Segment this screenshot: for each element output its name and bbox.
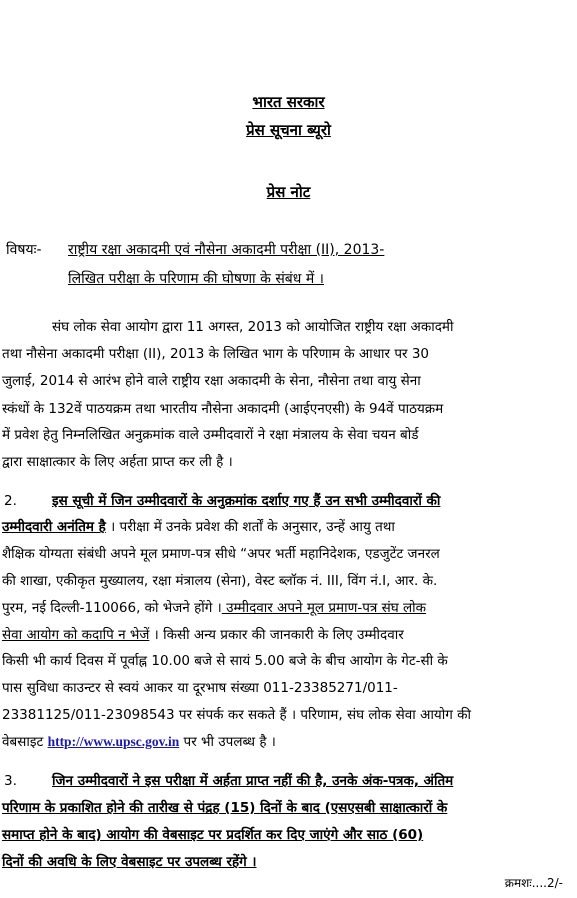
para1-line: संघ लोक सेवा आयोग द्वारा 11 अगस्त, 2013 को आयोजित राष्ट्रीय रक्षा अकादमी <box>52 319 454 335</box>
subject-label: विषयः- <box>6 242 42 258</box>
para2-line-2: उम्मीदवारी अनंतिम है । परीक्षा में उनके प्रवेश की शर्तों के अनुसार, उन्हें आयु तथा <box>2 519 395 535</box>
para2-line-1: इस सूची में जिन उम्मीदवारों के अनुक्रमांक दर्शाए गए हैं उन सभी उम्मीदवारों की <box>52 493 441 509</box>
para1-line: जुलाई, 2014 से आरंभ होने वाले राष्ट्रीय रक्षा अकादमी के सेना, नौसेना तथा वायु सेना <box>2 373 421 389</box>
para1-line: तथा नौसेना अकादमी परीक्षा (II), 2013 के लिखित भाग के परिणाम के आधार पर 30 <box>2 346 429 362</box>
header-line-2: प्रेस सूचना ब्यूरो <box>246 121 331 139</box>
para3-number: 3. <box>4 773 17 789</box>
subject-line-1: राष्ट्रीय रक्षा अकादमी एवं नौसेना अकादमी परीक्षा (II), 2013- <box>68 242 385 258</box>
upsc-website-link[interactable]: http://www.upsc.gov.in <box>47 734 180 749</box>
para3-line-4: दिनों की अवधि के लिए वेबसाइट पर उपलब्ध रहेंगे । <box>2 854 257 870</box>
para2-line-3: शैक्षिक योग्यता संबंधी अपने मूल प्रमाण-पत्र सीधे “अपर भर्ती महानिदेशक, एडजुटेंट जनरल <box>2 546 440 562</box>
para2-line-6: सेवा आयोग को कदापि न भेजें । किसी अन्य प्रकार की जानकारी के लिए उम्मीदवार <box>2 627 404 643</box>
para1-line: में प्रवेश हेतु निम्नलिखित अनुक्रमांक वाले उम्मीदवारों ने रक्षा मंत्रालय के सेवा चयन बोर्ड <box>2 427 419 443</box>
continued-marker: क्रमशः....2/- <box>504 876 563 890</box>
para3-line-2: परिणाम के प्रकाशित होने की तारीख से पंद्रह (15) दिनों के बाद (एसएसबी साक्षात्कारों के <box>2 800 448 816</box>
para2-line-4: की शाखा, एकीकृत मुख्यालय, रक्षा मंत्रालय (सेना), वेस्ट ब्लॉक नं. III, विंग नं.I, आर. के. <box>2 573 438 589</box>
para1-line: स्कंधों के 132वें पाठयक्रम तथा भारतीय नौसेना अकादमी (आईएनएसी) के 94वें पाठयक्रम <box>2 401 444 417</box>
para2-line-5: पुरम, नई दिल्ली-110066, को भेजने होंगे । उम्मीदवार अपने मूल प्रमाण-पत्र संघ लोक <box>2 600 427 616</box>
para2-number: 2. <box>4 493 17 509</box>
para3-line-3: समाप्त होने के बाद) आयोग की वेबसाइट पर प्रदर्शित कर दिए जाएंगे और साठ (60) <box>2 827 424 843</box>
para3-line-1: जिन उम्मीदवारों ने इस परीक्षा में अर्हता प्राप्त नहीं की है, उनके अंक-पत्रक, अंतिम <box>52 773 454 789</box>
para1-line: द्वारा साक्षात्कार के लिए अर्हता प्राप्त कर ली है । <box>2 454 233 470</box>
para2-line-10: वेबसाइट http://www.upsc.gov.in पर भी उपलब्ध है । <box>2 734 276 750</box>
para2-line-8: पास सुविधा काउन्टर से स्वयं आकर या दूरभाष संख्या 011-23385271/011- <box>2 680 398 696</box>
subject-line-2: लिखित परीक्षा के परिणाम की घोषणा के संबंध में । <box>68 271 324 287</box>
header-line-1: भारत सरकार <box>252 93 325 111</box>
para2-line-7: किसी भी कार्य दिवस में पूर्वाह्न 10.00 बजे से सायं 5.00 बजे के बीच आयोग के गेट-सी के <box>2 653 448 669</box>
para2-line-9: 23381125/011-23098543 पर संपर्क कर सकते हैं । परिणाम, संघ लोक सेवा आयोग की <box>2 707 471 723</box>
page-title: प्रेस नोट <box>266 183 311 201</box>
